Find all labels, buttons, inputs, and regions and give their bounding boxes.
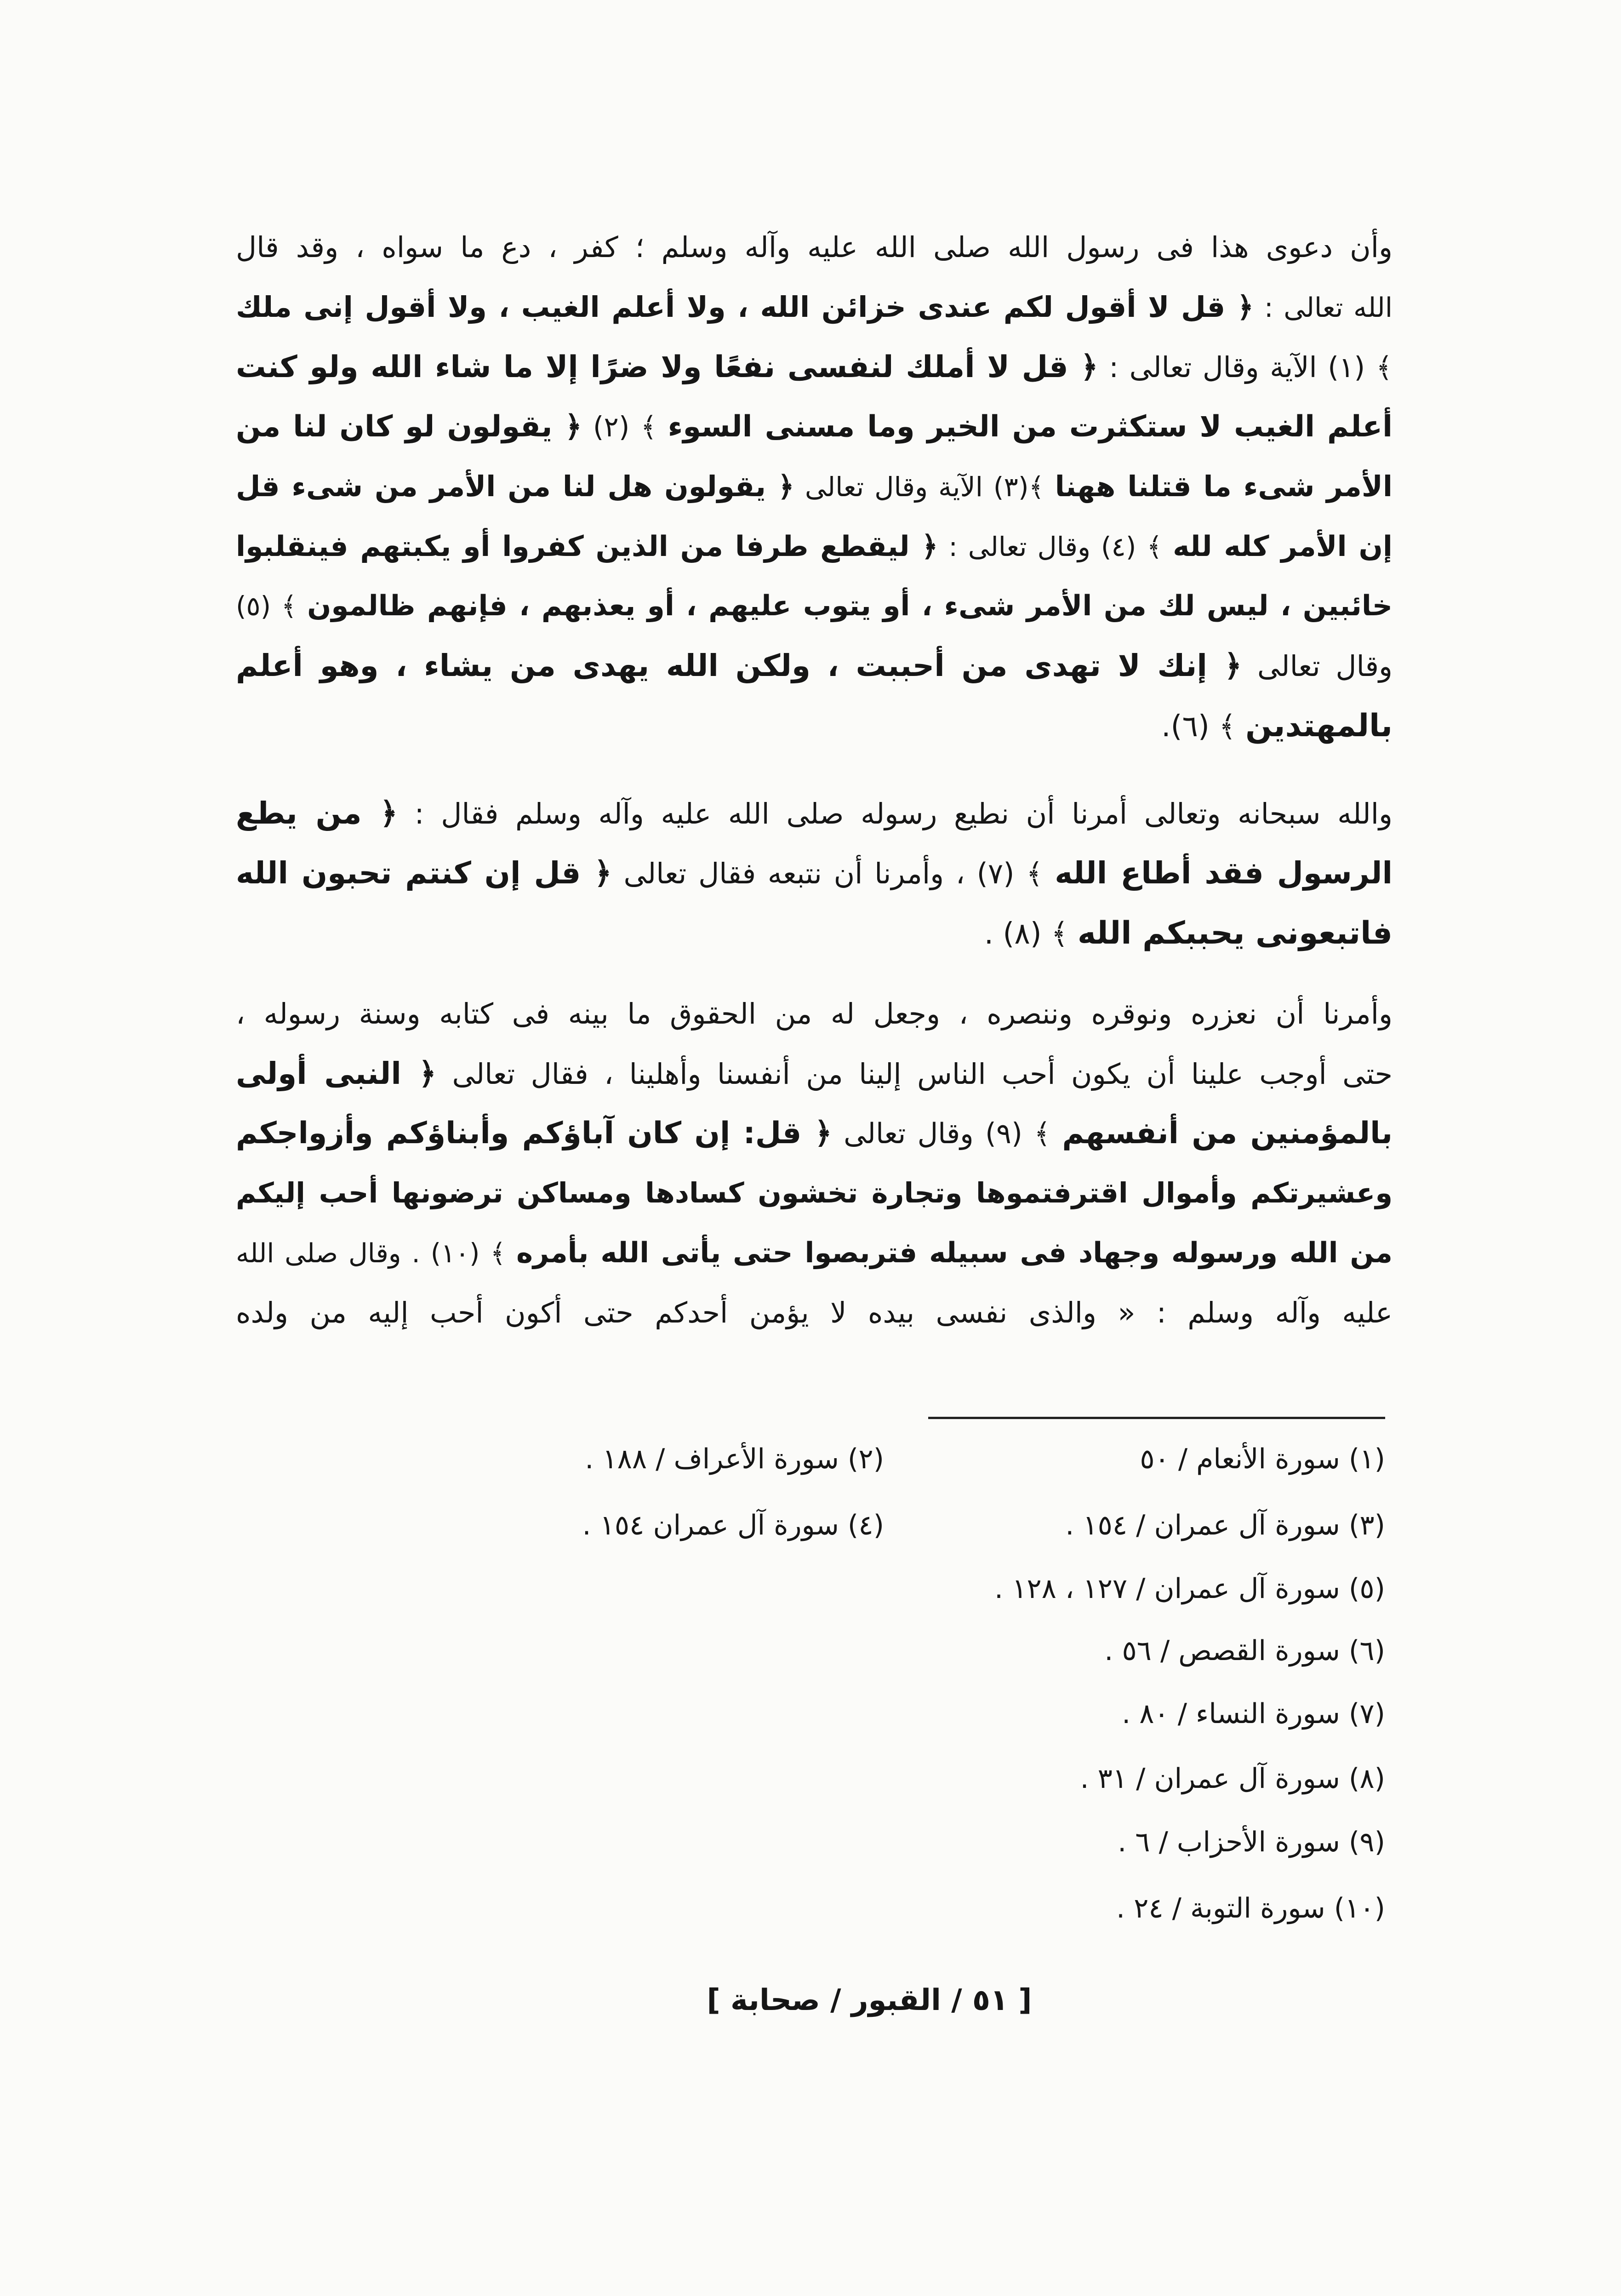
line-content <box>236 471 1393 503</box>
text-line <box>236 277 1393 337</box>
footnote: (١) سورة الأنعام / ٥٠ <box>1140 1443 1385 1475</box>
body-text: وأن دعوى هذا فى رسول الله صلى الله عليه وآله وسلم ؛ كفر ، دع ما سواه ، وقد قال <box>236 230 1393 264</box>
text-line <box>236 696 1393 756</box>
paragraph <box>236 218 1393 756</box>
quran-verse-text: ﴿ النبى أولى <box>236 1056 437 1091</box>
text-line <box>236 1104 1393 1163</box>
text-line <box>236 576 1393 636</box>
quran-verse-text: بالمؤمنين من أنفسهم <box>1062 1116 1393 1151</box>
footnote: (٥) سورة آل عمران / ١٢٧ ، ١٢٨ . <box>994 1573 1385 1605</box>
quran-verse-text: إن الأمر كله لله <box>1173 530 1393 563</box>
line-content <box>236 1179 1393 1209</box>
quran-verse-text: خائبين ، ليس لك من الأمر شىء ، أو يتوب عليهم ، أو يعذبهم ، فإنهم ظالمون <box>307 590 1393 622</box>
line-content <box>236 351 1393 384</box>
text-line <box>236 903 1393 963</box>
body-text: ﴾ (٥) <box>236 590 297 622</box>
footnote: (٦) سورة القصص / ٥٦ . <box>1104 1635 1385 1667</box>
quran-verse-text: فاتبعونى يحببكم الله <box>1077 915 1393 951</box>
body-text: ﴾ (٢) <box>593 411 657 443</box>
footnote: (٣) سورة آل عمران / ١٥٤ . <box>1065 1509 1385 1541</box>
quran-verse-text: ﴿ يقولون لو كان لنا من <box>236 410 582 444</box>
quran-verse-text: ﴿ يقولون هل لنا من الأمر من شىء قل <box>236 470 794 503</box>
line-content <box>236 590 1393 622</box>
text-line <box>236 457 1393 516</box>
footnote-separator <box>928 1417 1385 1419</box>
body-text: وأمرنا أن نعزره ونوقره وننصره ، وجعل له من الحقوق ما بينه فى كتابه وسنة رسوله ، <box>236 997 1393 1031</box>
quran-verse-text: الأمر شىء ما قتلنا ههنا <box>1055 470 1393 503</box>
quran-verse-text: ﴿ قل: إن كان آباؤكم وأبناؤكم وأزواجكم <box>236 1116 832 1151</box>
text-line <box>236 516 1393 576</box>
text-line <box>236 784 1393 843</box>
line-content <box>236 997 1393 1031</box>
line-content <box>236 230 1393 264</box>
quran-verse-text: بالمهتدين <box>1245 707 1393 744</box>
body-text: والله سبحانه وتعالى أمرنا أن نطيع رسوله صلى الله عليه وآله وسلم فقال : <box>414 797 1393 830</box>
line-content <box>236 797 1393 830</box>
text-line <box>236 337 1393 397</box>
footnote: (٤) سورة آل عمران ١٥٤ . <box>582 1509 884 1541</box>
text-line <box>236 1044 1393 1104</box>
line-content <box>236 292 1393 323</box>
text-line <box>236 843 1393 903</box>
text-line <box>236 218 1393 277</box>
footnote: (٩) سورة الأحزاب / ٦ . <box>1118 1826 1385 1858</box>
body-text: ﴾ (١٠) . وقال صلى الله <box>236 1238 506 1269</box>
text-line <box>236 1223 1393 1283</box>
line-content <box>236 1296 1393 1329</box>
body-text: وقال تعالى <box>1257 649 1393 683</box>
line-content <box>236 857 1393 890</box>
body-text: ﴾ (١) الآية وقال تعالى : <box>1109 351 1393 384</box>
quran-verse-text: ﴿ قل إن كنتم تحبون الله <box>236 855 612 891</box>
quran-verse-text: ﴿ قل لا أملك لنفسى نفعًا ولا ضرًا إلا ما شاء الله ولو كنت <box>236 349 1098 384</box>
footnote: (٨) سورة آل عمران / ٣١ . <box>1080 1763 1385 1795</box>
body-text: ﴾ (٧) ، وأمرنا أن نتبعه فقال تعالى <box>623 857 1043 890</box>
quran-verse-text: من الله ورسوله وجهاد فى سبيله فتربصوا حتى يأتى الله بأمره <box>516 1237 1393 1269</box>
text-line <box>236 984 1393 1044</box>
line-content <box>236 531 1393 562</box>
body-text: ﴾ (٦). <box>1161 710 1236 744</box>
body-text: ﴾(٣) الآية وقال تعالى <box>805 471 1045 503</box>
text-line <box>236 636 1393 696</box>
body-text: ﴾ (٨) . <box>984 917 1068 951</box>
body-text: حتى أوجب علينا أن يكون أحب الناس إلينا من أنفسنا وأهلينا ، فقال تعالى <box>452 1057 1393 1091</box>
body-text: ﴾ (٤) وقال تعالى : <box>948 531 1163 562</box>
line-content <box>236 411 1393 443</box>
line-content <box>236 649 1393 683</box>
line-content <box>1161 707 1393 744</box>
body-text: ﴾ (٩) وقال تعالى <box>844 1117 1051 1150</box>
line-content <box>236 1238 1393 1269</box>
body-text: عليه وآله وسلم : « والذى نفسى بيده لا يؤمن أحدكم حتى أكون أحب إليه من ولده <box>236 1296 1393 1329</box>
body-text: الله تعالى : <box>1264 292 1393 323</box>
quran-verse-text: ﴿ إنك لا تهدى من أحببت ، ولكن الله يهدى من يشاء ، وهو أعلم <box>236 648 1242 683</box>
paragraph <box>236 784 1393 963</box>
text-line <box>236 1283 1393 1343</box>
text-line <box>236 397 1393 457</box>
quran-verse-text: ﴿ قل لا أقول لكم عندى خزائن الله ، ولا أعلم الغيب ، ولا أقول إنى ملك <box>236 290 1254 324</box>
footnote: (٢) سورة الأعراف / ١٨٨ . <box>585 1443 884 1475</box>
quran-verse-text: أعلم الغيب لا ستكثرت من الخير وما مسنى السوء <box>668 410 1393 444</box>
line-content <box>236 1117 1393 1150</box>
line-content <box>236 1057 1393 1091</box>
line-content <box>984 917 1393 951</box>
quran-verse-text: ﴿ من يطع <box>236 796 398 831</box>
footnote: (١٠) سورة التوبة / ٢٤ . <box>1116 1892 1385 1924</box>
quran-verse-text: ﴿ ليقطع طرفا من الذين كفروا أو يكبتهم فينقلبوا <box>236 530 938 563</box>
quran-verse-text: وعشيرتكم وأموال اقترفتموها وتجارة تخشون كسادها ومساكن ترضونها أحب إليكم <box>236 1177 1393 1209</box>
footnote: (٧) سورة النساء / ٨٠ . <box>1122 1698 1385 1730</box>
paragraph <box>236 984 1393 1343</box>
quran-verse-text: الرسول فقد أطاع الله <box>1055 855 1393 891</box>
page-footer: [ ٥١ / القبور / صحابة ] <box>707 1983 1032 2017</box>
text-line <box>236 1163 1393 1223</box>
